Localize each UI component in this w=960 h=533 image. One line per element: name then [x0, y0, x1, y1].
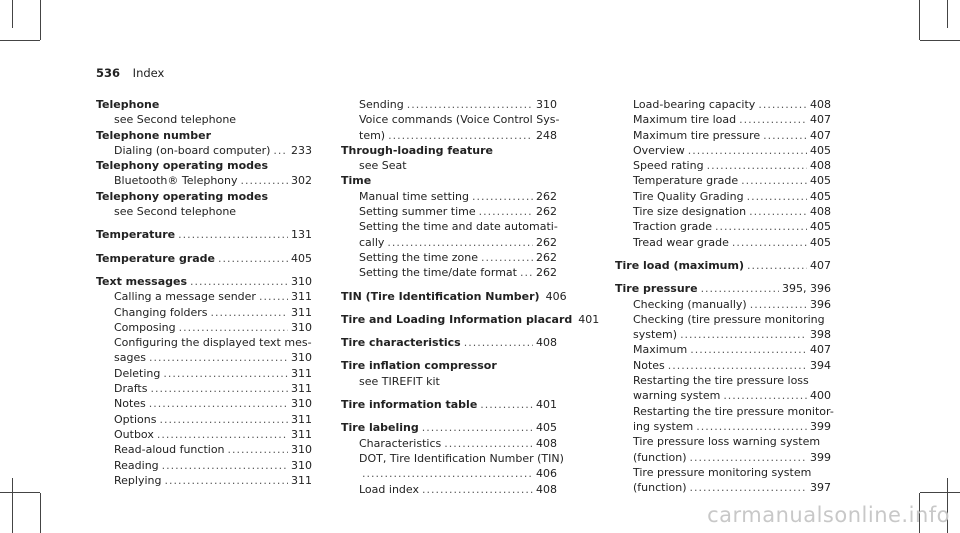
index-subentry	[96, 427, 312, 442]
leader-dots	[680, 327, 807, 342]
index-subentry	[341, 265, 557, 280]
page-reference: 399	[810, 419, 831, 433]
page-header	[96, 66, 164, 80]
crop-mark	[40, 0, 41, 40]
index-subentry	[96, 412, 312, 427]
entry-text: Temperature grade	[633, 174, 739, 188]
index-subentry	[341, 112, 560, 127]
entry-text: Notes	[114, 397, 146, 411]
page-reference: 406	[545, 289, 567, 303]
page-reference: 311	[291, 473, 312, 487]
index-subentry	[341, 466, 557, 481]
entry-text: DOT, Tire Identification Number (TIN)	[359, 451, 564, 465]
index-entry	[96, 274, 312, 289]
leader-dots	[179, 320, 288, 335]
page-reference: 302	[291, 174, 312, 188]
index-subentry	[615, 189, 831, 204]
page-reference: 310	[291, 351, 312, 365]
page-reference: 408	[536, 436, 557, 450]
index-entry	[96, 227, 312, 242]
page-reference: 310	[291, 320, 312, 334]
page-reference: 405	[536, 421, 557, 435]
index-entry	[341, 173, 557, 188]
leader-dots	[422, 482, 533, 497]
leader-dots	[387, 235, 533, 250]
entry-text: system)	[633, 328, 678, 342]
entry-text: Maximum tire pressure	[633, 128, 761, 142]
page-reference: 396	[810, 297, 831, 311]
page-reference: 311	[291, 427, 312, 441]
index-subentry	[615, 158, 831, 173]
page-reference: 262	[536, 205, 557, 219]
index-subentry	[341, 250, 557, 265]
index-column-3	[615, 97, 834, 495]
entry-text: Dialing (on-board computer)	[114, 143, 271, 157]
entry-text: Telephony operating modes	[96, 189, 269, 203]
leader-dots	[150, 381, 288, 396]
index-subentry	[341, 97, 557, 112]
entry-text: Tire size designation	[633, 205, 747, 219]
entry-text: Tire labeling	[341, 421, 419, 435]
crop-mark	[12, 478, 13, 533]
watermark-text: carmanualsonline.info	[707, 503, 950, 527]
entry-text: Temperature grade	[96, 251, 216, 265]
page-reference: 408	[810, 205, 831, 219]
entry-text: Load-bearing capacity	[633, 98, 756, 111]
page-reference: 311	[291, 382, 312, 396]
index-entry	[96, 128, 312, 143]
leader-dots	[690, 480, 807, 495]
entry-text: Setting the time zone	[359, 250, 479, 264]
page-reference: 405	[810, 174, 831, 188]
index-subentry	[615, 434, 831, 449]
entry-text: Deleting	[114, 366, 161, 380]
page-reference: 405	[810, 189, 831, 203]
leader-dots	[688, 143, 807, 158]
crop-mark	[40, 493, 41, 533]
page-reference: 248	[536, 128, 557, 142]
index-entry	[341, 397, 557, 412]
page-reference: 407	[810, 128, 831, 142]
page-reference: 405	[810, 143, 831, 157]
index-subentry	[615, 312, 831, 327]
leader-dots	[163, 366, 288, 381]
leader-dots	[190, 274, 288, 289]
page-reference: 400	[810, 389, 831, 403]
entry-text: Calling a message sender	[114, 290, 256, 304]
page-reference: 397	[810, 481, 831, 495]
index-subentry	[341, 451, 564, 466]
index-subentry	[96, 366, 312, 381]
index-entry	[96, 97, 312, 112]
entry-text: Maximum	[633, 343, 688, 357]
leader-dots	[228, 442, 288, 457]
entry-text: Load index	[359, 482, 419, 496]
page-reference: 399	[810, 450, 831, 464]
index-entry	[96, 251, 312, 266]
index-subentry	[615, 342, 831, 357]
leader-dots	[259, 289, 288, 304]
entry-text: Text messages	[96, 274, 188, 288]
entry-text: Restarting the tire pressure monitor-	[633, 404, 834, 418]
entry-text: Tire information table	[341, 398, 478, 412]
entry-text: Overview	[633, 143, 685, 157]
entry-text: Setting summer time	[359, 205, 476, 219]
page-reference: 310	[291, 443, 312, 457]
page-reference: 310	[291, 458, 312, 472]
page-reference: 262	[536, 250, 557, 264]
entry-text: Speed rating	[633, 159, 704, 173]
page-reference: 394	[810, 358, 831, 372]
leader-dots	[723, 388, 807, 403]
leader-dots	[164, 473, 288, 488]
index-subentry	[96, 473, 312, 488]
entry-text: Tire Quality Grading	[633, 189, 744, 203]
index-subentry	[615, 358, 831, 373]
leader-dots	[472, 189, 533, 204]
entry-text: Voice commands (Voice Control Sys-	[359, 113, 560, 127]
leader-dots	[747, 258, 807, 273]
page-reference: 262	[536, 235, 557, 249]
index-subentry	[615, 112, 831, 127]
leader-dots	[422, 420, 533, 435]
page-reference: 398	[810, 328, 831, 342]
crop-mark	[0, 492, 40, 493]
entry-text: Read-aloud function	[114, 443, 225, 457]
page-reference: 407	[810, 113, 831, 127]
entry-text: Outbox	[114, 427, 154, 441]
index-subentry	[96, 112, 312, 127]
index-subentry	[96, 381, 312, 396]
crop-mark	[919, 0, 920, 40]
index-entry	[341, 312, 600, 327]
index-entry	[341, 289, 567, 304]
entry-text: Temperature	[96, 228, 176, 242]
leader-dots	[696, 419, 807, 434]
entry-text: cally	[359, 235, 385, 249]
index-subentry	[96, 442, 312, 457]
leader-dots	[707, 158, 807, 173]
index-subentry	[615, 480, 831, 495]
entry-text: Reading	[114, 458, 159, 472]
page-reference: 408	[536, 336, 557, 350]
index-subentry	[615, 404, 834, 419]
index-subentry	[341, 436, 557, 451]
entry-text: Notes	[633, 358, 665, 372]
entry-text: Setting the time and date automati-	[359, 220, 558, 234]
index-subentry	[96, 204, 312, 219]
crop-mark	[947, 0, 948, 28]
entry-text: Telephony operating modes	[96, 159, 269, 173]
leader-dots	[273, 143, 288, 158]
crop-mark	[12, 0, 13, 28]
entry-text: (function)	[633, 450, 687, 464]
leader-dots	[690, 450, 807, 465]
leader-dots	[520, 265, 533, 280]
index-subentry	[96, 458, 312, 473]
entry-text: Characteristics	[359, 436, 442, 450]
entry-text: Telephone number	[96, 128, 212, 142]
index-subentry	[615, 388, 831, 403]
entry-text: Replying	[114, 473, 162, 487]
entry-text: sages	[114, 351, 146, 365]
entry-text: (function)	[633, 481, 687, 495]
index-subentry	[615, 97, 831, 112]
index-subentry	[341, 158, 557, 173]
index-entry	[96, 158, 312, 173]
index-entry	[341, 420, 557, 435]
index-subentry	[96, 335, 312, 350]
crop-mark	[920, 492, 960, 493]
index-subentry	[96, 305, 312, 320]
page-reference: 407	[810, 343, 831, 357]
leader-dots	[178, 227, 288, 242]
entry-text: Changing folders	[114, 305, 208, 319]
index-column-1	[96, 97, 312, 488]
leader-dots	[481, 250, 533, 265]
page-reference: 311	[291, 305, 312, 319]
leader-dots	[758, 97, 807, 112]
leader-dots	[362, 466, 533, 481]
entry-text: Composing	[114, 320, 176, 334]
index-subentry	[615, 465, 831, 480]
index-entry	[615, 258, 831, 273]
page-reference: 311	[291, 366, 312, 380]
entry-text: see Second telephone	[114, 205, 237, 219]
leader-dots	[149, 396, 288, 411]
leader-dots	[480, 397, 533, 412]
index-subentry	[615, 235, 831, 250]
index-subentry	[96, 289, 312, 304]
leader-dots	[732, 235, 807, 250]
page-reference: 262	[536, 189, 557, 203]
index-subentry	[615, 219, 831, 234]
entry-text: Checking (tire pressure monitoring	[633, 312, 825, 326]
entry-text: Drafts	[114, 382, 148, 396]
index-subentry	[615, 450, 831, 465]
leader-dots	[763, 128, 807, 143]
entry-text: Setting the time/date format	[359, 266, 517, 280]
page-reference: 405	[810, 220, 831, 234]
index-subentry	[341, 235, 557, 250]
index-subentry	[341, 128, 557, 143]
page-reference: 311	[291, 290, 312, 304]
index-subentry	[341, 204, 557, 219]
index-entry	[341, 358, 557, 373]
entry-text: Tire characteristics	[341, 336, 461, 350]
page-reference: 406	[536, 467, 557, 481]
leader-dots	[750, 297, 807, 312]
index-subentry	[341, 219, 557, 234]
entry-text: Manual time setting	[359, 189, 469, 203]
entry-text: Telephone	[96, 98, 160, 111]
index-entry	[341, 335, 557, 350]
entry-text: Bluetooth® Telephony	[114, 174, 238, 188]
crop-mark	[920, 40, 960, 41]
entry-text: Time	[341, 174, 372, 188]
index-subentry	[615, 419, 831, 434]
page-reference: 401	[536, 398, 557, 412]
entry-text: Tire load (maximum)	[615, 258, 745, 272]
page-reference: 310	[291, 274, 312, 288]
leader-dots	[690, 342, 807, 357]
page-reference: 405	[810, 235, 831, 249]
page-reference: 407	[810, 258, 831, 272]
entry-text: Tire pressure loss warning system	[633, 435, 821, 449]
entry-text: see Seat	[359, 159, 407, 173]
entry-text: Tread wear grade	[633, 235, 729, 249]
index-subentry	[341, 374, 557, 389]
index-subentry	[615, 204, 831, 219]
leader-dots	[162, 458, 288, 473]
entry-text: tem)	[359, 128, 386, 142]
leader-dots	[479, 204, 533, 219]
leader-dots	[218, 251, 288, 266]
leader-dots	[388, 128, 533, 143]
leader-dots	[157, 427, 288, 442]
leader-dots	[715, 219, 807, 234]
index-subentry	[615, 297, 831, 312]
entry-text: Tire and Loading Information placard	[341, 312, 573, 326]
index-subentry	[341, 189, 557, 204]
page-reference: 408	[810, 98, 831, 111]
leader-dots	[701, 281, 779, 296]
leader-dots	[668, 358, 807, 373]
page-number: 536	[96, 66, 121, 80]
index-entry	[615, 281, 831, 296]
leader-dots	[241, 173, 288, 188]
page-reference: 131	[291, 228, 312, 242]
index-column-2	[341, 97, 600, 497]
page-reference: 408	[810, 159, 831, 173]
page-reference: 310	[536, 98, 557, 111]
leader-dots	[159, 412, 288, 427]
entry-text: TIN (Tire Identification Number)	[341, 289, 540, 303]
page-reference: 401	[578, 312, 600, 326]
index-subentry	[96, 396, 312, 411]
crop-mark	[0, 40, 40, 41]
entry-text: Maximum tire load	[633, 113, 737, 127]
entry-text: Checking (manually)	[633, 297, 747, 311]
entry-text: see TIREFIT kit	[359, 374, 440, 388]
entry-text: warning system	[633, 389, 721, 403]
entry-text: Tire pressure	[615, 282, 698, 296]
entry-text: Tire inflation compressor	[341, 359, 497, 373]
index-subentry	[615, 143, 831, 158]
entry-text: Restarting the tire pressure loss	[633, 374, 809, 388]
index-subentry	[615, 327, 831, 342]
leader-dots	[749, 204, 807, 219]
page-reference: 405	[291, 251, 312, 265]
entry-text: Options	[114, 412, 157, 426]
leader-dots	[407, 97, 533, 112]
leader-dots	[741, 173, 807, 188]
index-subentry	[96, 320, 312, 335]
index-entry	[341, 143, 557, 158]
leader-dots	[444, 436, 533, 451]
page-reference: 311	[291, 412, 312, 426]
page-reference: 262	[536, 266, 557, 280]
leader-dots	[747, 189, 807, 204]
page-reference: 408	[536, 482, 557, 496]
entry-text: Through-loading feature	[341, 143, 493, 157]
entry-text: see Second telephone	[114, 113, 237, 127]
index-subentry	[96, 143, 312, 158]
index-subentry	[615, 128, 831, 143]
entry-text: Configuring the displayed text mes-	[114, 336, 312, 350]
index-entry	[96, 189, 312, 204]
entry-text: Sending	[359, 98, 404, 111]
index-subentry	[615, 373, 831, 388]
page-reference: 395, 396	[782, 282, 831, 296]
index-subentry	[96, 350, 312, 365]
index-subentry	[615, 173, 831, 188]
page-reference: 233	[291, 143, 312, 157]
page-reference: 310	[291, 397, 312, 411]
leader-dots	[739, 112, 807, 127]
leader-dots	[464, 335, 533, 350]
section-title: Index	[132, 66, 165, 80]
entry-text: ing system	[633, 419, 694, 433]
entry-text: Tire pressure monitoring system	[633, 465, 812, 479]
index-subentry	[341, 482, 557, 497]
leader-dots	[211, 305, 288, 320]
index-subentry	[96, 173, 312, 188]
entry-text: Traction grade	[633, 220, 712, 234]
leader-dots	[149, 350, 288, 365]
